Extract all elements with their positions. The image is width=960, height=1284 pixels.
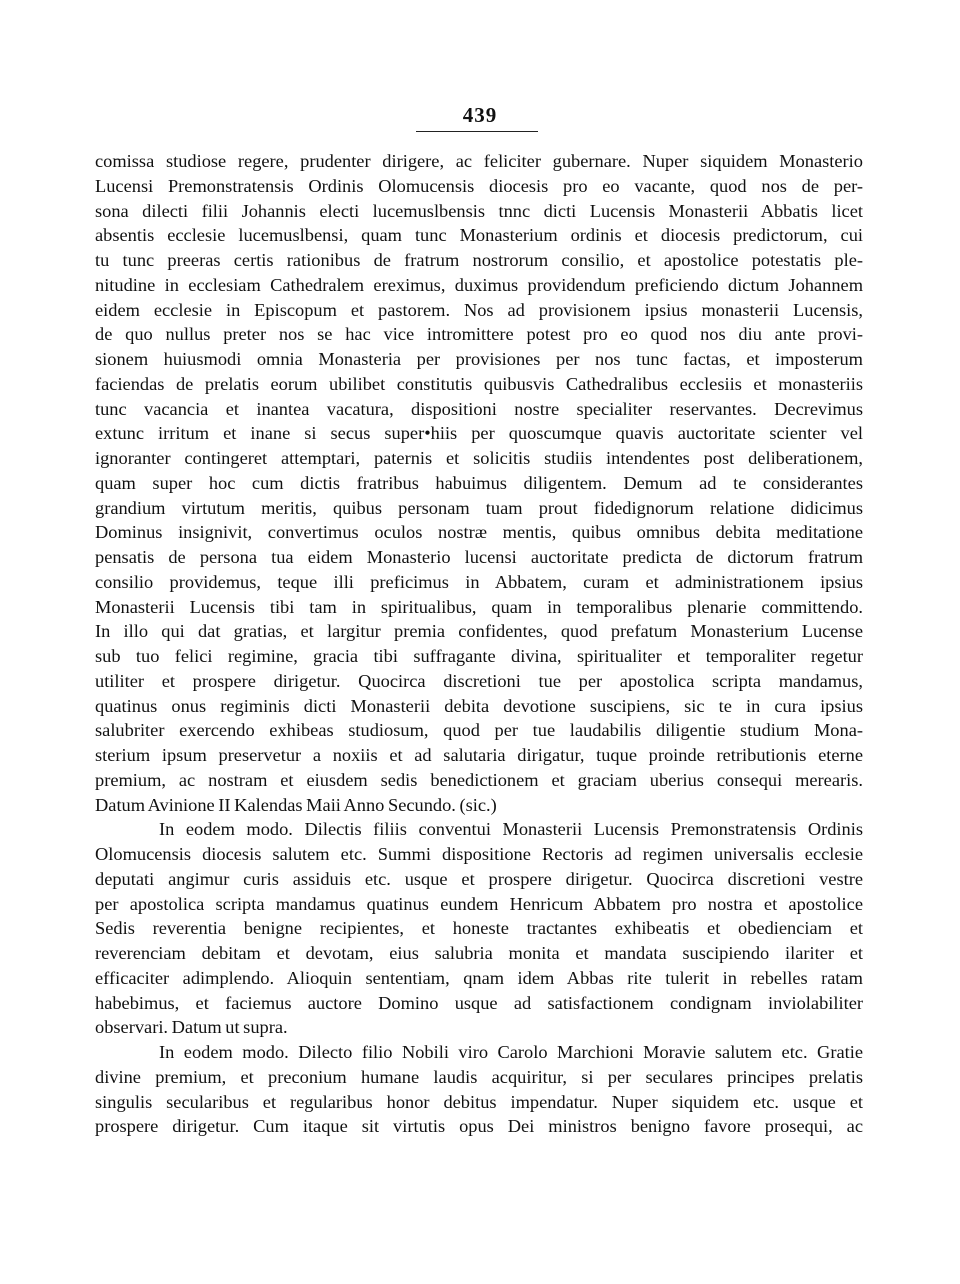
text-line: faciendas de prelatis eorum ubilibet constitutis quibusvis Cathedralibus ecclesiis et monasteriis	[95, 373, 863, 394]
text-line: reverenciam debitam et devotam, eius salubria monita et mandata suscipiendo ilariter et	[95, 943, 863, 963]
text-line: efficaciter adimplendo. Alioquin sententiam, qnam idem Abbas rite tulerit in rebelles ratam	[95, 967, 863, 988]
text-line: deputati angimur curis assiduis etc. usque et prospere dirigetur. Quocirca discretioni vestre	[95, 868, 863, 889]
text-line: quam super hoc cum dictis fratribus habuimus diligentem. Demum ad te considerantes	[95, 472, 863, 493]
text-line: quatinus onus regiminis dicti Monasterii debita devotione suscipiens, sic te in cura ipsius	[95, 695, 863, 716]
text-line: In illo qui dat gratias, et largitur premia confidentes, quod prefatum Monasterium Lucense	[95, 621, 863, 642]
page-number: 439	[462, 103, 498, 127]
text-line: extunc irritum et inane si secus super•hiis per quoscumque quavis auctoritate scienter vel	[95, 423, 863, 444]
text-line: ignoranter contingeret attemptari, paternis et solicitis studiis intendentes post deliberationem,	[95, 448, 863, 468]
text-line: tunc vacancia et inantea vacatura, dispositioni nostre specialiter reservantes. Decrevimus	[95, 398, 863, 419]
header-rule	[416, 131, 538, 132]
text-line: Lucensi Premonstratensis Ordinis Olomucensis diocesis pro eo vacante, quod nos de per-	[95, 175, 863, 196]
text-line: sub tuo felici regimine, gracia tibi suffragante divina, spiritualiter et temporaliter regetur	[95, 646, 863, 666]
text-line: nitudine in ecclesiam Cathedralem ereximus, duximus providendum preficiendo dictum Johannem	[95, 274, 863, 295]
text-line: In eodem modo. Dilecto filio Nobili viro Carolo Marchioni Moravie salutem etc. Gratie	[159, 1042, 863, 1062]
text-line: consilio providemus, teque illi preficimus in Abbatem, curam et administrationem ipsius	[95, 571, 863, 592]
text-line: sionem huiusmodi omnia Monasteria per provisiones per nos tunc factas, et imposterum	[95, 349, 863, 369]
text-line: per apostolica scripta mandamus quatinus eundem Henricum Abbatem pro nostra et apostolice	[95, 893, 863, 914]
text-line: observari. Datum ut supra.	[95, 1017, 288, 1038]
text-line: de quo nullus preter nos se hac vice intromittere potest pro eo quod nos diu ante provi-	[95, 324, 863, 345]
text-line: eidem ecclesie in Episcopum et pastorem. Nos ad provisionem ipsius monasterii Lucensis,	[95, 299, 863, 320]
body-text	[95, 149, 863, 1139]
text-line: In eodem modo. Dilectis filiis conventui Monasterii Lucensis Premonstratensis Ordinis	[159, 819, 863, 840]
text-line: grandium virtutum meritis, quibus personam tuam prout fidedignorum relatione didicimus	[95, 497, 863, 518]
text-line: utiliter et prospere dirigetur. Quocirca discretioni tue per apostolica scripta mandamus,	[95, 670, 863, 691]
text-line: Monasterii Lucensis tibi tam in spiritualibus, quam in temporalibus plenarie committendo.	[95, 596, 863, 617]
text-line: Dominus insignivit, convertimus oculos nostræ mentis, quibus omnibus debita meditatione	[95, 522, 863, 543]
text-line: pensatis de persona tua eidem Monasterio lucensi auctoritate predicta de dictorum fratrum	[95, 547, 863, 567]
text-line: salubriter exercendo exhibeas studiosum, quod per tue laudabilis diligentie studium Mona-	[95, 720, 863, 741]
text-line: prospere dirigetur. Cum itaque sit virtutis opus Dei ministros benigno favore prosequi, ac	[95, 1116, 863, 1137]
text-line: comissa studiose regere, prudenter dirigere, ac feliciter gubernare. Nuper siquidem Monasterio	[95, 151, 863, 171]
text-line: tu tunc preeras certis rationibus de fratrum nostrorum consilio, et apostolice potestatis ple-	[95, 250, 863, 270]
text-line: singulis secularibus et regularibus honor debitus impendatur. Nuper siquidem etc. usque et	[95, 1091, 863, 1112]
text-line: absentis ecclesie lucemuslbensi, quam tunc Monasterium ordinis et diocesis predictorum, cui	[95, 225, 863, 246]
text-line: sona dilecti filii Johannis electi lucemuslbensis tnnc dicti Lucensis Monasterii Abbatis licet	[95, 200, 863, 221]
text-line: sterium ipsum preservetur a noxiis et ad salutaria dirigatur, tuque proinde retributionis eterne	[95, 745, 863, 765]
text-line: divine premium, et preconium humane laudis acquiritur, si per seculares principes prelatis	[95, 1066, 863, 1087]
text-line: habebimus, et faciemus auctore Domino usque ad satisfactionem condignam inviolabiliter	[95, 992, 863, 1013]
text-line: Olomucensis diocesis salutem etc. Summi dispositione Rectoris ad regimen universalis ecclesie	[95, 844, 863, 864]
text-line: Datum Avinione II Kalendas Maii Anno Secundo. (sic.)	[95, 794, 497, 815]
text-line: Sedis reverentia benigne recipientes, et honeste tractantes exhibeatis et obedienciam et	[95, 918, 863, 939]
text-line: premium, ac nostram et eiusdem sedis benedictionem et graciam uberius consequi merearis.	[95, 769, 863, 790]
